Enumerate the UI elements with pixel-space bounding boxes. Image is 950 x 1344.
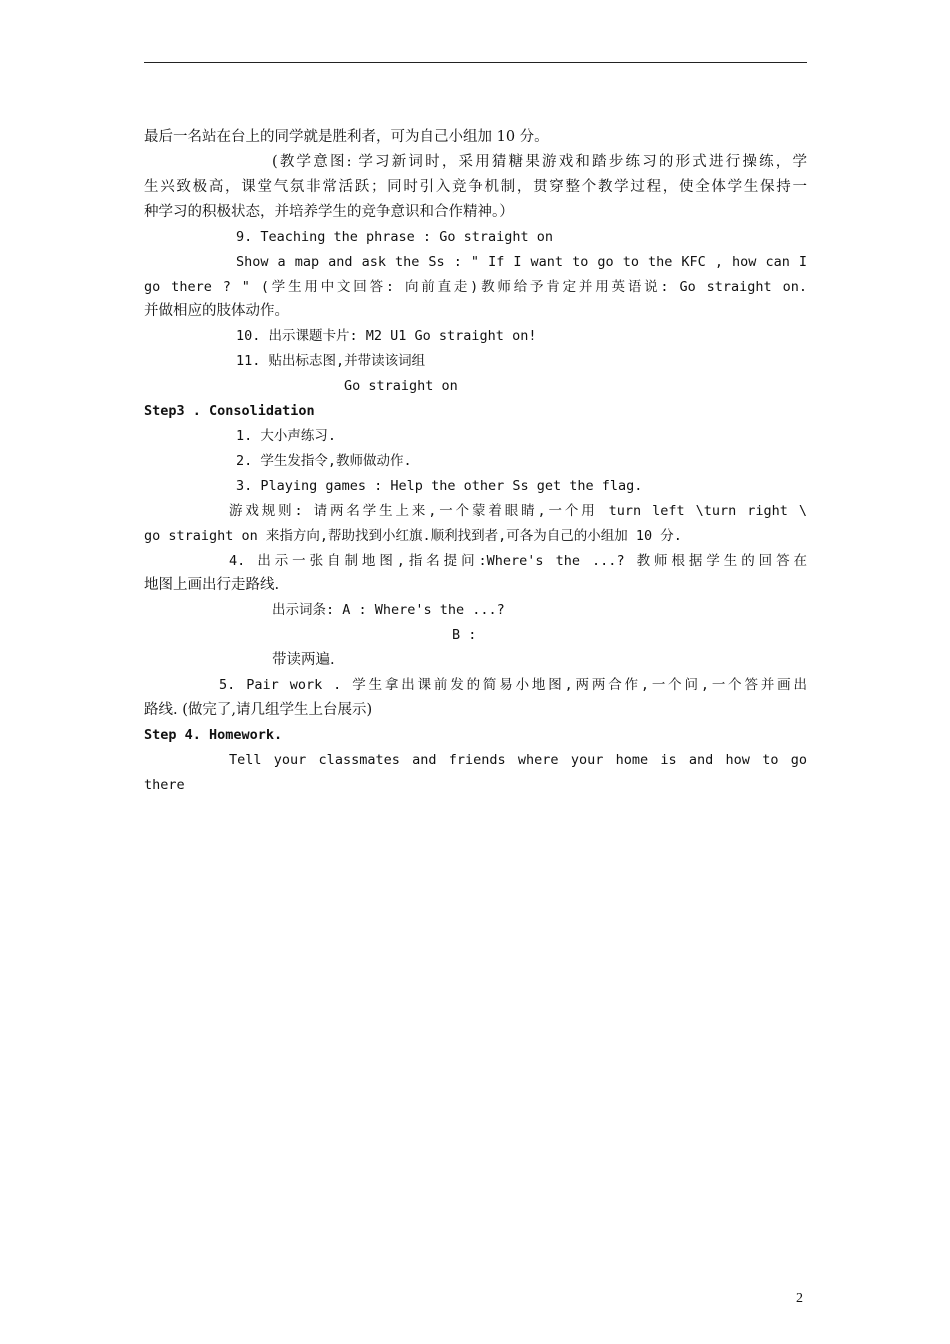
list-item: 1. 大小声练习. — [236, 428, 337, 444]
paragraph-line: 种学习的积极状态，并培养学生的竞争意识和合作精神。） — [144, 204, 514, 220]
section-heading: Step 4. Homework. — [144, 727, 283, 743]
phrase-line: B : — [452, 627, 477, 643]
paragraph-line: there — [144, 777, 185, 793]
phrase-line: 出示词条: A : Where's the ...? — [272, 602, 505, 618]
list-item: 5. Pair work . 学生拿出课前发的简易小地图,两两合作,一个问,一个答并画出 — [219, 677, 807, 693]
list-item: 11. 贴出标志图,并带读该词组 — [236, 353, 426, 369]
paragraph-line: Show a map and ask the Ss : " If I want to go to the KFC , how can I — [236, 254, 807, 270]
list-item: 10. 出示课题卡片: M2 U1 Go straight on! — [236, 328, 537, 344]
list-item: 9. Teaching the phrase : Go straight on — [236, 229, 553, 245]
paragraph-line: Tell your classmates and friends where your home is and how to go — [229, 752, 807, 768]
paragraph-line: 生兴致极高，课堂气氛非常活跃；同时引入竞争机制，贯穿整个教学过程，使全体学生保持一 — [144, 179, 807, 195]
paragraph-line: 并做相应的肢体动作。 — [144, 303, 289, 319]
header-rule — [144, 62, 807, 63]
list-item: 3. Playing games : Help the other Ss get the flag. — [236, 478, 643, 494]
paragraph-line: go straight on 来指方向,帮助找到小红旗.顺利找到者,可各为自己的小组加 10 分. — [144, 528, 682, 544]
paragraph-line: go there ? " (学生用中文回答: 向前直走)教师给予肯定并用英语说: Go straight on. — [144, 279, 807, 295]
paragraph-line: (教学意图: 学习新词时，采用猜糖果游戏和踏步练习的形式进行操练，学 — [272, 154, 807, 170]
paragraph-line: 带读两遍. — [272, 652, 335, 668]
paragraph-line: 最后一名站在台上的同学就是胜利者，可为自己小组加 10 分。 — [144, 129, 549, 145]
section-heading: Step3 . Consolidation — [144, 403, 315, 419]
paragraph-line: 路线. (做完了,请几组学生上台展示) — [144, 702, 373, 718]
paragraph-line: 游戏规则: 请两名学生上来,一个蒙着眼睛,一个用 turn left \turn right \ — [229, 503, 807, 519]
phrase-line: Go straight on — [344, 378, 458, 394]
list-item: 4. 出示一张自制地图,指名提问:Where's the ...? 教师根据学生的回答在 — [229, 553, 807, 569]
list-item: 2. 学生发指令,教师做动作. — [236, 453, 412, 469]
page-number: 2 — [796, 1291, 803, 1306]
paragraph-line: 地图上画出行走路线. — [144, 577, 280, 593]
